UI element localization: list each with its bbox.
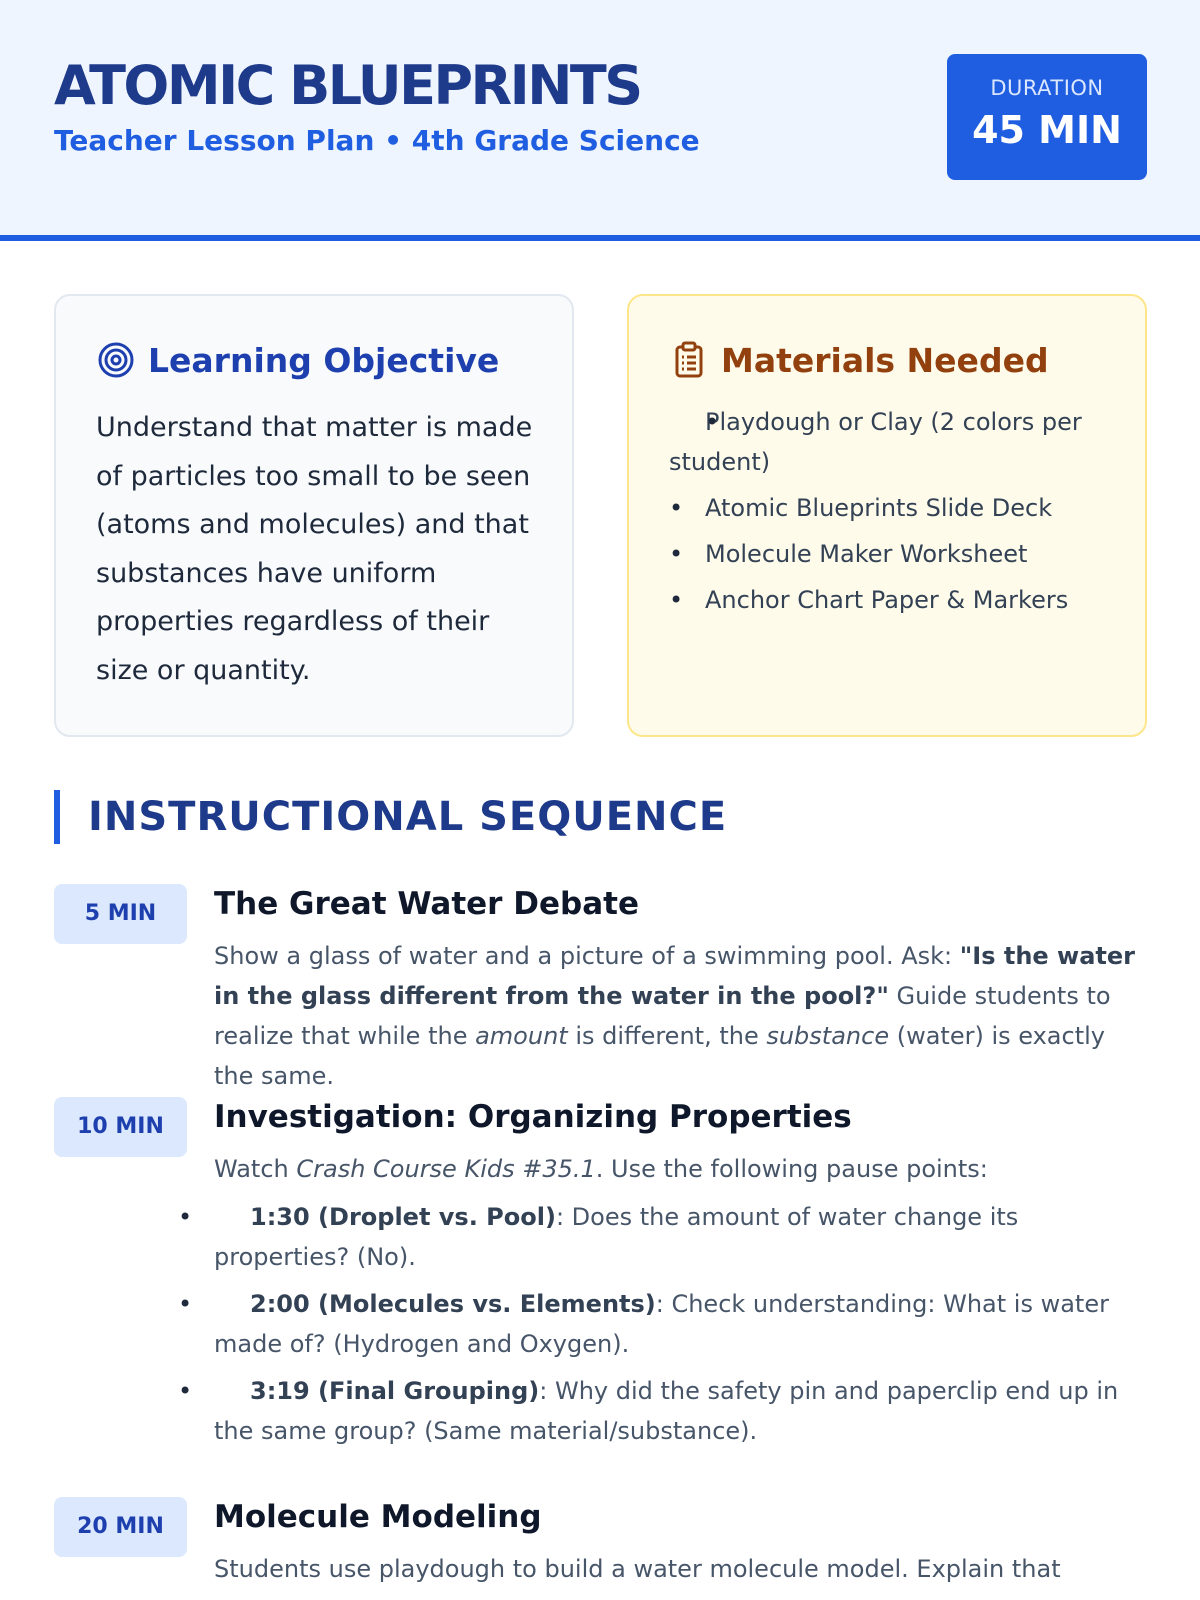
- pause-points-list: [214, 1197, 1147, 1451]
- step-intro: [214, 1149, 1147, 1189]
- step-emphasis: amount: [475, 1022, 568, 1050]
- materials-title: Materials Needed: [721, 340, 1049, 380]
- step-text: (water) is exactly the same.: [214, 1022, 1105, 1090]
- materials-card: [627, 294, 1147, 737]
- materials-item: • Playdough or Clay (2 colors per student): [669, 402, 1119, 482]
- clipboard-icon: [669, 340, 709, 380]
- materials-item: • Anchor Chart Paper & Markers: [669, 580, 1119, 620]
- materials-item: • Atomic Blueprints Slide Deck: [669, 488, 1119, 528]
- learning-objective-title: Learning Objective: [148, 340, 500, 380]
- learning-objective-card: [54, 294, 574, 737]
- step-text: Guide students to realize that while the: [214, 982, 1111, 1050]
- step-text: Show a glass of water and a picture of a swimming pool. Ask:: [214, 942, 960, 970]
- page-subtitle: Teacher Lesson Plan • 4th Grade Science: [54, 124, 700, 157]
- step-title: The Great Water Debate: [214, 886, 639, 922]
- step-description: Students use playdough to build a water molecule model. Explain that: [214, 1555, 1061, 1583]
- step-time-badge: 10 MIN: [54, 1097, 187, 1157]
- step-text: Watch: [214, 1155, 297, 1183]
- step-question: "Is the water in the glass different from the water in the pool?": [214, 942, 1135, 1010]
- pause-point-item: [214, 1284, 1147, 1364]
- materials-header: [669, 338, 1049, 382]
- step-time-badge: 5 MIN: [54, 884, 187, 944]
- target-icon: [96, 340, 136, 380]
- section-title: INSTRUCTIONAL SEQUENCE: [88, 794, 728, 840]
- video-title: Crash Course Kids #35.1: [296, 1155, 596, 1183]
- step-emphasis: substance: [766, 1022, 890, 1050]
- materials-item: • Molecule Maker Worksheet: [669, 534, 1119, 574]
- instructional-sequence-heading: [54, 790, 727, 844]
- step-title: Molecule Modeling: [214, 1499, 542, 1535]
- pause-point-text: : Check understanding: What is water made of? (Hydrogen and Oxygen).: [214, 1290, 1109, 1358]
- step-description: [214, 1149, 1147, 1458]
- pause-point-text: : Why did the safety pin and paperclip end up in the same group? (Same material/substance).: [214, 1377, 1119, 1445]
- pause-point-label: 2:00 (Molecules vs. Elements): [250, 1290, 656, 1318]
- duration-badge: [947, 54, 1147, 180]
- step-text: is different, the: [567, 1022, 767, 1050]
- pause-point-item: [214, 1371, 1147, 1451]
- step-title: Investigation: Organizing Properties: [214, 1099, 852, 1135]
- learning-objective-text: Understand that matter is made of particles too small to be seen (atoms and molecules) and that substances have uniform properties regardless of their size or quantity.: [96, 412, 533, 686]
- pause-point-label: 1:30 (Droplet vs. Pool): [250, 1203, 556, 1231]
- page-title: ATOMIC BLUEPRINTS: [54, 54, 641, 117]
- step-text: . Use the following pause points:: [595, 1155, 988, 1183]
- step-time-badge: 20 MIN: [54, 1497, 187, 1557]
- duration-value: 45 MIN: [972, 108, 1122, 152]
- duration-label: DURATION: [990, 76, 1104, 100]
- page-header: [0, 0, 1200, 241]
- pause-point-item: [214, 1197, 1147, 1277]
- pause-point-label: 3:19 (Final Grouping): [250, 1377, 540, 1405]
- materials-list: [669, 402, 1119, 626]
- pause-point-text: : Does the amount of water change its properties? (No).: [214, 1203, 1019, 1271]
- step-description: [214, 936, 1147, 1096]
- learning-objective-header: [96, 338, 499, 382]
